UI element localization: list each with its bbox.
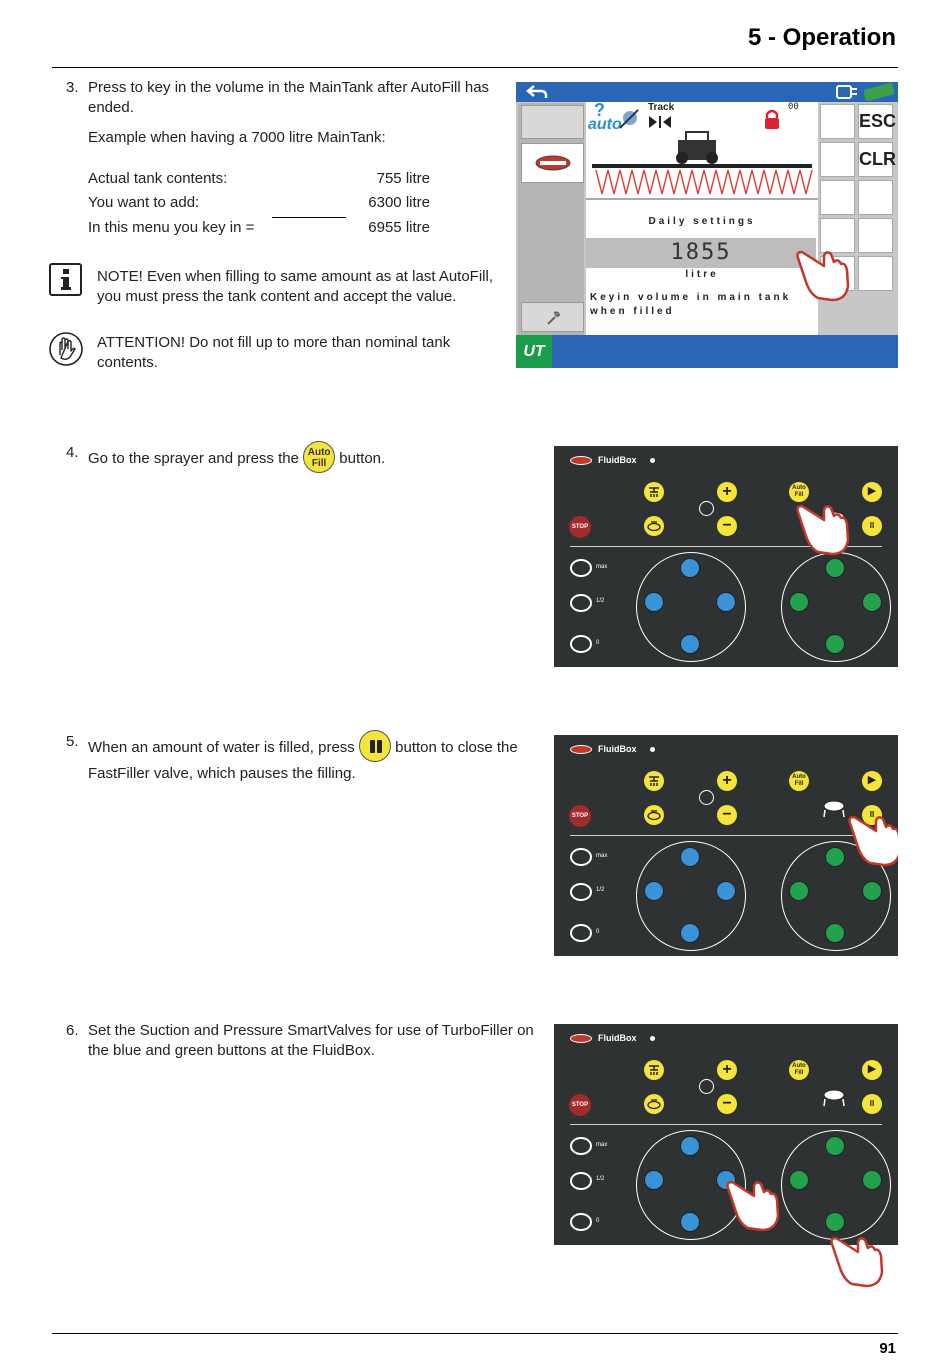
autofill-line-2: Fill [794,1070,804,1076]
level-half-label: 1/2 [596,887,605,893]
autofill-button[interactable] [789,1060,809,1080]
step-text-line-2: FastFiller valve, which pauses the filling. [88,765,356,782]
step-text-line-1: Set the Suction and Pressure SmartValves for use of TurboFiller on [88,1022,534,1039]
softkey-hardi[interactable] [521,143,584,183]
pointing-hand-icon [794,242,850,304]
plus-button[interactable]: + [717,482,737,502]
pointing-hand-icon [828,1228,884,1290]
pressure-gauge-icon [699,1079,714,1094]
tank-rinse-icon [644,516,664,536]
suction-valve-top-button[interactable] [680,847,700,867]
pause-button-icon [359,730,391,762]
attention-text [97,333,517,373]
hardi-logo-icon [570,1034,592,1043]
suction-valve-left-button[interactable] [644,592,664,612]
stop-button[interactable]: STOP [569,1094,591,1116]
level-half-label: 1/2 [596,598,605,604]
softkey-settings[interactable] [521,302,584,332]
ut-logo: UT [516,335,552,368]
tank-wash-button[interactable] [644,516,664,536]
pressure-gauge-icon [699,790,714,805]
suction-valve-top-button[interactable] [680,1136,700,1156]
plus-button[interactable]: + [717,1060,737,1080]
step-text-after: button. [339,449,386,467]
sprayer-icon [644,1060,664,1080]
note-line-2: you must press the tank content and accept the value. [97,288,457,305]
pressure-valve-bottom-button[interactable] [825,923,845,943]
minus-button[interactable]: − [717,805,737,825]
autofill-line-1: Auto [792,1063,806,1069]
suction-valve-left-button[interactable] [644,881,664,901]
row-label: Actual tank contents: [88,170,228,187]
step-text-after: button to close the [395,738,518,756]
suction-valve-right-button[interactable] [716,592,736,612]
softkey-blank[interactable] [858,180,893,215]
daily-settings-label: Daily settings [648,216,756,227]
pointing-hand-icon [794,496,850,558]
pause-button[interactable]: II [862,805,882,825]
terminal-left-softkeys [518,103,584,335]
note-line-1: NOTE! Even when filling to same amount as at last AutoFill, [97,268,494,285]
track-label: Track [648,102,675,113]
tank-level-zero-icon [570,1213,592,1231]
spray-boom-button[interactable] [644,1060,664,1080]
step-text-before: When an amount of water is filled, press [88,738,355,756]
suction-valve-bottom-button[interactable] [680,634,700,654]
hardi-logo-icon [534,154,572,172]
filler-tank-icon [819,1086,849,1108]
autofill-line-1: Auto [792,774,806,780]
plus-button[interactable]: + [717,771,737,791]
tank-level-max-icon [570,848,592,866]
pressure-valve-right-button[interactable] [862,592,882,612]
level-max-label: max [596,853,608,859]
step-text [88,443,448,475]
pressure-valve-right-button[interactable] [862,881,882,901]
fluidbox-panel-3 [554,1024,898,1245]
pause-button[interactable]: II [862,1094,882,1114]
tank-wash-button[interactable] [644,1094,664,1114]
step-text [88,732,548,784]
step-text [88,1021,548,1061]
softkey-blank[interactable] [858,256,893,291]
step-text-line-1: Press to key in the volume in the MainTank after AutoFill has [88,79,490,96]
sprayer-icon [644,482,664,502]
attention-line-1: ATTENTION! Do not fill up to more than nominal tank [97,334,451,351]
wrench-icon [544,309,562,327]
prompt-text: Keyin volume in main tank when filled [590,292,792,317]
tank-rinse-icon [644,805,664,825]
question-icon: ? [594,100,605,120]
page-title: 5 - Operation [747,24,896,51]
row-label: In this menu you key in = [88,219,255,236]
panel-divider [570,1124,882,1125]
step-number: 3. [66,79,79,96]
step-number: 6. [66,1022,79,1039]
level-zero-label: 0 [596,640,600,646]
pressure-valve-left-button[interactable] [789,881,809,901]
step-number: 5. [66,733,79,750]
pressure-valve-top-button[interactable] [825,558,845,578]
softkey-blank[interactable] [820,104,855,139]
tank-level-zero-icon [570,924,592,942]
softkey-blank[interactable] [820,142,855,177]
autofill-line-1: Auto [307,447,331,458]
auto-label: auto [588,116,622,133]
tank-level-zero-icon [570,635,592,653]
page-number: 91 [879,1340,896,1357]
terminal-bottom-bar [516,335,898,368]
counter-readout: 00 [788,102,799,112]
tank-level-half-icon [570,883,592,901]
back-arrow-icon[interactable] [526,84,548,100]
status-badge-icon [864,83,894,101]
sum-line [272,217,346,218]
play-button[interactable]: ▶ [862,771,882,791]
example-text: Example when having a 7000 litre MainTank: [88,129,386,146]
pressure-valve-right-button[interactable] [862,1170,882,1190]
pressure-valve-top-button[interactable] [825,847,845,867]
step-text-before: Go to the sprayer and press the [88,449,299,467]
tank-level-half-icon [570,1172,592,1190]
autofill-line-2: Fill [794,781,804,787]
info-icon [49,263,82,296]
fluidbox-title: FluidBox [598,455,637,465]
boom-icon [586,130,818,218]
step-text-line-2: the blue and green buttons at the FluidBox. [88,1042,375,1059]
autofill-button-icon [303,441,335,473]
attention-line-2: contents. [97,354,158,371]
note-text [97,267,517,307]
hardi-logo-icon [570,745,592,754]
tank-level-max-icon [570,559,592,577]
sprayer-icon [644,771,664,791]
suction-valve-left-button[interactable] [644,1170,664,1190]
filler-tank-icon [819,797,849,819]
autofill-button[interactable] [789,771,809,791]
header-divider [52,67,898,68]
softkey-manual[interactable] [521,105,584,139]
attention-hand-icon [48,331,84,367]
track-icon [648,115,672,129]
pressure-valve-left-button[interactable] [789,592,809,612]
pressure-valve-top-button[interactable] [825,1136,845,1156]
fluidbox-panel-1 [554,446,898,667]
autofill-line-2: Fill [311,458,327,469]
footer-divider [52,1333,898,1334]
status-dot [650,458,655,463]
minus-button[interactable]: − [717,516,737,536]
fluidbox-panel-2 [554,735,898,956]
tank-rinse-icon [644,1094,664,1114]
stop-button[interactable]: STOP [569,805,591,827]
play-button[interactable]: ▶ [862,1060,882,1080]
row-value: 6955 litre [368,219,430,236]
row-value: 755 litre [376,170,430,187]
pointing-hand-icon [724,1172,780,1234]
softkey-blank[interactable] [820,180,855,215]
fluidbox-title: FluidBox [598,1033,637,1043]
lock-icon [764,108,780,130]
tank-level-max-icon [570,1137,592,1155]
step-number: 4. [66,444,79,461]
clr-button[interactable]: CLR [858,142,893,177]
pressure-gauge-icon [699,501,714,516]
pressure-valve-bottom-button[interactable] [825,634,845,654]
terminal-screen [516,82,898,368]
autofill-line-1: Auto [792,485,806,491]
panel-divider [570,835,882,836]
row-label: You want to add: [88,194,200,211]
minus-button[interactable]: − [717,1094,737,1114]
step-text [88,78,508,118]
level-half-label: 1/2 [596,1176,605,1182]
pointing-hand-icon [846,807,898,869]
softkey-blank[interactable] [858,218,893,253]
autofill-line-2: Fill [794,492,804,498]
pressure-valve-left-button[interactable] [789,1170,809,1190]
volume-readout[interactable]: 1855 [586,238,816,268]
row-value: 6300 litre [368,194,430,211]
tank-wash-button[interactable] [644,805,664,825]
level-zero-label: 0 [596,929,600,935]
satellite-icon [616,106,642,132]
hardi-logo-icon [570,456,592,465]
step-text-line-2: ended. [88,99,134,116]
toggle-icon [836,85,858,99]
suction-valve-bottom-button[interactable] [680,1212,700,1232]
level-max-label: max [596,1142,608,1148]
suction-valve-right-button[interactable] [716,881,736,901]
esc-button[interactable]: ESC [858,104,893,139]
level-max-label: max [596,564,608,570]
terminal-top-bar [516,82,898,102]
status-dot [650,747,655,752]
suction-valve-top-button[interactable] [680,558,700,578]
status-dot [650,1036,655,1041]
play-button[interactable]: ▶ [862,482,882,502]
unit-label: litre [685,269,719,280]
stop-button[interactable]: STOP [569,516,591,538]
level-zero-label: 0 [596,1218,600,1224]
suction-valve-bottom-button[interactable] [680,923,700,943]
fluidbox-title: FluidBox [598,744,637,754]
tank-level-half-icon [570,594,592,612]
pause-button[interactable]: II [862,516,882,536]
spray-boom-button[interactable] [644,771,664,791]
spray-boom-button[interactable] [644,482,664,502]
